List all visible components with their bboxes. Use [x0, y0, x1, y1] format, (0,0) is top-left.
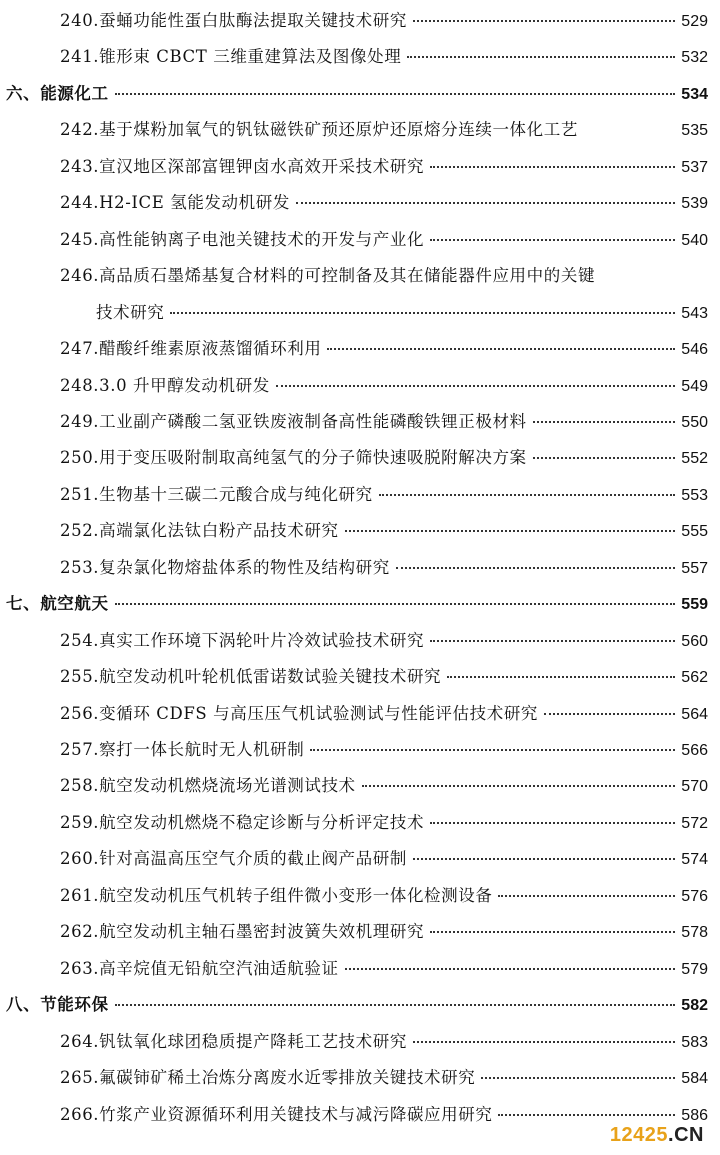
- toc-entry[interactable]: [0, 116, 720, 150]
- toc-entry[interactable]: [0, 335, 720, 369]
- toc-page-number: 564: [681, 705, 708, 723]
- dot-leader: [533, 421, 676, 423]
- toc-line: [60, 517, 708, 541]
- toc-title: 251.生物基十三碳二元酸合成与纯化研究: [60, 484, 373, 504]
- toc-title: 241.锥形束 CBCT 三维重建算法及图像处理: [60, 47, 402, 67]
- toc-title: 261.航空发动机压气机转子组件微小变形一体化检测设备: [60, 885, 493, 905]
- toc-entry[interactable]: [0, 517, 720, 551]
- dot-leader: [345, 530, 676, 532]
- toc-entry[interactable]: [0, 189, 720, 223]
- dot-leader: [430, 239, 675, 241]
- toc-title: 八、节能环保: [6, 995, 109, 1015]
- toc-page-number: 537: [681, 158, 708, 176]
- toc-title: 259.航空发动机燃烧不稳定诊断与分析评定技术: [60, 812, 425, 832]
- toc-section[interactable]: [0, 590, 720, 624]
- dot-leader: [413, 858, 675, 860]
- dot-leader: [498, 895, 675, 897]
- toc-line: [60, 1101, 708, 1125]
- toc-title: 245.高性能钠离子电池关键技术的开发与产业化: [60, 229, 425, 249]
- toc-line: [60, 153, 708, 177]
- toc-entry[interactable]: [0, 736, 720, 770]
- toc-entry[interactable]: [0, 554, 720, 588]
- toc-title: 264.钒钛氧化球团稳质提产降耗工艺技术研究: [60, 1031, 407, 1051]
- toc-entry[interactable]: [0, 43, 720, 77]
- toc-entry[interactable]: [0, 1028, 720, 1062]
- dot-leader: [481, 1077, 675, 1079]
- toc-line: [60, 809, 708, 833]
- toc-line: [60, 189, 708, 213]
- toc-entry[interactable]: [0, 7, 720, 41]
- toc-title: 243.宣汉地区深部富锂钾卤水高效开采技术研究: [60, 156, 425, 176]
- toc-section[interactable]: [0, 80, 720, 114]
- dot-leader: [430, 931, 675, 933]
- dot-leader: [115, 603, 676, 605]
- toc-page-number: 576: [681, 887, 708, 905]
- dot-leader: [533, 457, 676, 459]
- dot-leader: [430, 822, 675, 824]
- toc-line: [6, 80, 708, 104]
- dot-leader: [430, 166, 675, 168]
- toc-line: [60, 226, 708, 250]
- dot-leader: [345, 968, 676, 970]
- toc-line: [60, 444, 708, 468]
- toc-entry[interactable]: [0, 372, 720, 406]
- dot-leader: [327, 348, 675, 350]
- toc-page-number: 546: [681, 341, 708, 359]
- toc-line: [60, 481, 708, 505]
- toc-entry[interactable]: [0, 845, 720, 879]
- toc-title: 244.H2-ICE 氢能发动机研发: [60, 193, 290, 213]
- toc-page-number: 543: [681, 304, 708, 322]
- toc-title: 248.3.0 升甲醇发动机研发: [60, 375, 270, 395]
- toc-line: [60, 116, 708, 140]
- toc-title: 257.察打一体长航时无人机研制: [60, 740, 305, 759]
- toc-entry[interactable]: [0, 772, 720, 806]
- toc-page-number: 529: [681, 13, 708, 30]
- toc-entry[interactable]: [0, 153, 720, 187]
- dot-leader: [413, 20, 675, 22]
- toc-entry[interactable]: [0, 1064, 720, 1098]
- toc-line: [60, 955, 708, 979]
- dot-leader: [379, 494, 676, 496]
- toc-title: 技术研究: [96, 302, 165, 322]
- toc-page-number: 559: [681, 596, 708, 614]
- toc-page-number: 534: [681, 85, 708, 103]
- toc-title: 260.针对高温高压空气介质的截止阀产品研制: [60, 849, 407, 869]
- toc-entry[interactable]: [0, 882, 720, 916]
- toc-page-number: 532: [681, 49, 708, 67]
- toc-title: 240.蚕蛹功能性蛋白肽酶法提取关键技术研究: [60, 11, 407, 30]
- toc-line: [6, 991, 708, 1015]
- toc-page-number: 584: [681, 1070, 708, 1088]
- watermark-number: 12425: [609, 1124, 669, 1146]
- dot-leader: [170, 312, 675, 314]
- toc-line: [6, 590, 708, 614]
- dot-leader: [396, 567, 675, 569]
- toc-title: 247.醋酸纤维素原液蒸馏循环利用: [60, 339, 322, 359]
- toc-line: [60, 1028, 708, 1052]
- dot-leader: [407, 56, 675, 58]
- dot-leader: [296, 202, 675, 204]
- dot-leader: [115, 1004, 676, 1006]
- toc-line: [60, 43, 708, 67]
- toc-line: [60, 262, 708, 286]
- dot-leader: [276, 385, 675, 387]
- toc-line: [60, 1064, 708, 1088]
- toc-line: [60, 7, 708, 31]
- toc-title: 254.真实工作环境下涡轮叶片冷效试验技术研究: [60, 630, 425, 650]
- toc-section[interactable]: [0, 991, 720, 1025]
- toc-entry[interactable]: [0, 444, 720, 478]
- toc-title: 266.竹浆产业资源循环利用关键技术与减污降碳应用研究: [60, 1104, 493, 1124]
- toc-page-number: 555: [681, 523, 708, 541]
- toc-line: [60, 736, 708, 760]
- toc-line: [60, 882, 708, 906]
- toc-entry[interactable]: [0, 663, 720, 697]
- dot-leader: [498, 1114, 675, 1116]
- toc-page-number: 560: [681, 632, 708, 650]
- toc-title: 262.航空发动机主轴石墨密封波簧失效机理研究: [60, 922, 425, 942]
- toc-line: [60, 627, 708, 651]
- dot-leader: [362, 785, 676, 787]
- toc-page-number: 570: [681, 778, 708, 796]
- dot-leader: [310, 749, 675, 751]
- toc-entry[interactable]: [0, 955, 720, 989]
- toc-title: 249.工业副产磷酸二氢亚铁废液制备高性能磷酸铁锂正极材料: [60, 411, 527, 431]
- watermark-domain: .CN: [668, 1124, 704, 1146]
- toc-line: [60, 663, 708, 687]
- toc-page-number: 572: [681, 814, 708, 832]
- toc-page-number: 586: [681, 1106, 708, 1124]
- toc-line: [60, 408, 708, 432]
- toc-title: 250.用于变压吸附制取高纯氢气的分子筛快速吸脱附解决方案: [60, 448, 527, 468]
- toc-line: [60, 700, 708, 724]
- toc-page-number: 540: [681, 231, 708, 249]
- toc-entry[interactable]: [0, 262, 720, 296]
- toc-page-number: 562: [681, 669, 708, 687]
- toc-entry[interactable]: [0, 918, 720, 952]
- toc-page-number: 539: [681, 195, 708, 213]
- dot-leader: [413, 1041, 675, 1043]
- toc-line: [60, 554, 708, 578]
- toc-page-number: 579: [681, 960, 708, 978]
- toc-title: 258.航空发动机燃烧流场光谱测试技术: [60, 776, 356, 796]
- toc-title: 265.氟碳铈矿稀土冶炼分离废水近零排放关键技术研究: [60, 1068, 476, 1088]
- dot-leader: [447, 676, 675, 678]
- site-watermark: [608, 1124, 706, 1147]
- toc-page-number: 535: [681, 122, 708, 140]
- dot-leader: [115, 93, 676, 95]
- toc-line: [60, 845, 708, 869]
- toc-entry[interactable]: [0, 299, 720, 333]
- toc-page-number: 582: [681, 997, 708, 1015]
- toc-title: 246.高品质石墨烯基复合材料的可控制备及其在储能器件应用中的关键: [60, 266, 596, 286]
- toc-line: [60, 372, 708, 396]
- toc-entry[interactable]: [0, 700, 720, 734]
- toc-title: 256.变循环 CDFS 与高压压气机试验测试与性能评估技术研究: [60, 703, 539, 723]
- toc-page-number: 574: [681, 851, 708, 869]
- toc-page-number: 553: [681, 486, 708, 504]
- dot-leader: [544, 713, 675, 715]
- toc-page-number: 557: [681, 559, 708, 577]
- toc-page-number: 552: [681, 450, 708, 468]
- toc-line: [60, 772, 708, 796]
- toc-page-number: 550: [681, 413, 708, 431]
- dot-leader: [430, 640, 675, 642]
- toc-entry[interactable]: [0, 809, 720, 843]
- toc-page-number: 578: [681, 924, 708, 942]
- toc-title: 242.基于煤粉加氧气的钒钛磁铁矿预还原炉还原熔分连续一体化工艺: [60, 120, 578, 140]
- toc-title: 255.航空发动机叶轮机低雷诺数试验关键技术研究: [60, 667, 442, 687]
- toc-entry[interactable]: [0, 627, 720, 661]
- toc-page-number: 549: [681, 377, 708, 395]
- toc-line: [60, 918, 708, 942]
- toc-title: 252.高端氯化法钛白粉产品技术研究: [60, 521, 339, 541]
- toc-entry[interactable]: [0, 408, 720, 442]
- toc-entry[interactable]: [0, 481, 720, 515]
- toc-title: 253.复杂氯化物熔盐体系的物性及结构研究: [60, 557, 390, 577]
- toc-title: 六、能源化工: [6, 83, 109, 103]
- toc-title: 七、航空航天: [6, 594, 109, 614]
- toc-line: [96, 299, 708, 323]
- toc-title: 263.高辛烷值无铅航空汽油适航验证: [60, 958, 339, 978]
- toc-entry[interactable]: [0, 226, 720, 260]
- toc-line: [60, 335, 708, 359]
- toc-page-number: 566: [681, 742, 708, 759]
- toc-page-number: 583: [681, 1033, 708, 1051]
